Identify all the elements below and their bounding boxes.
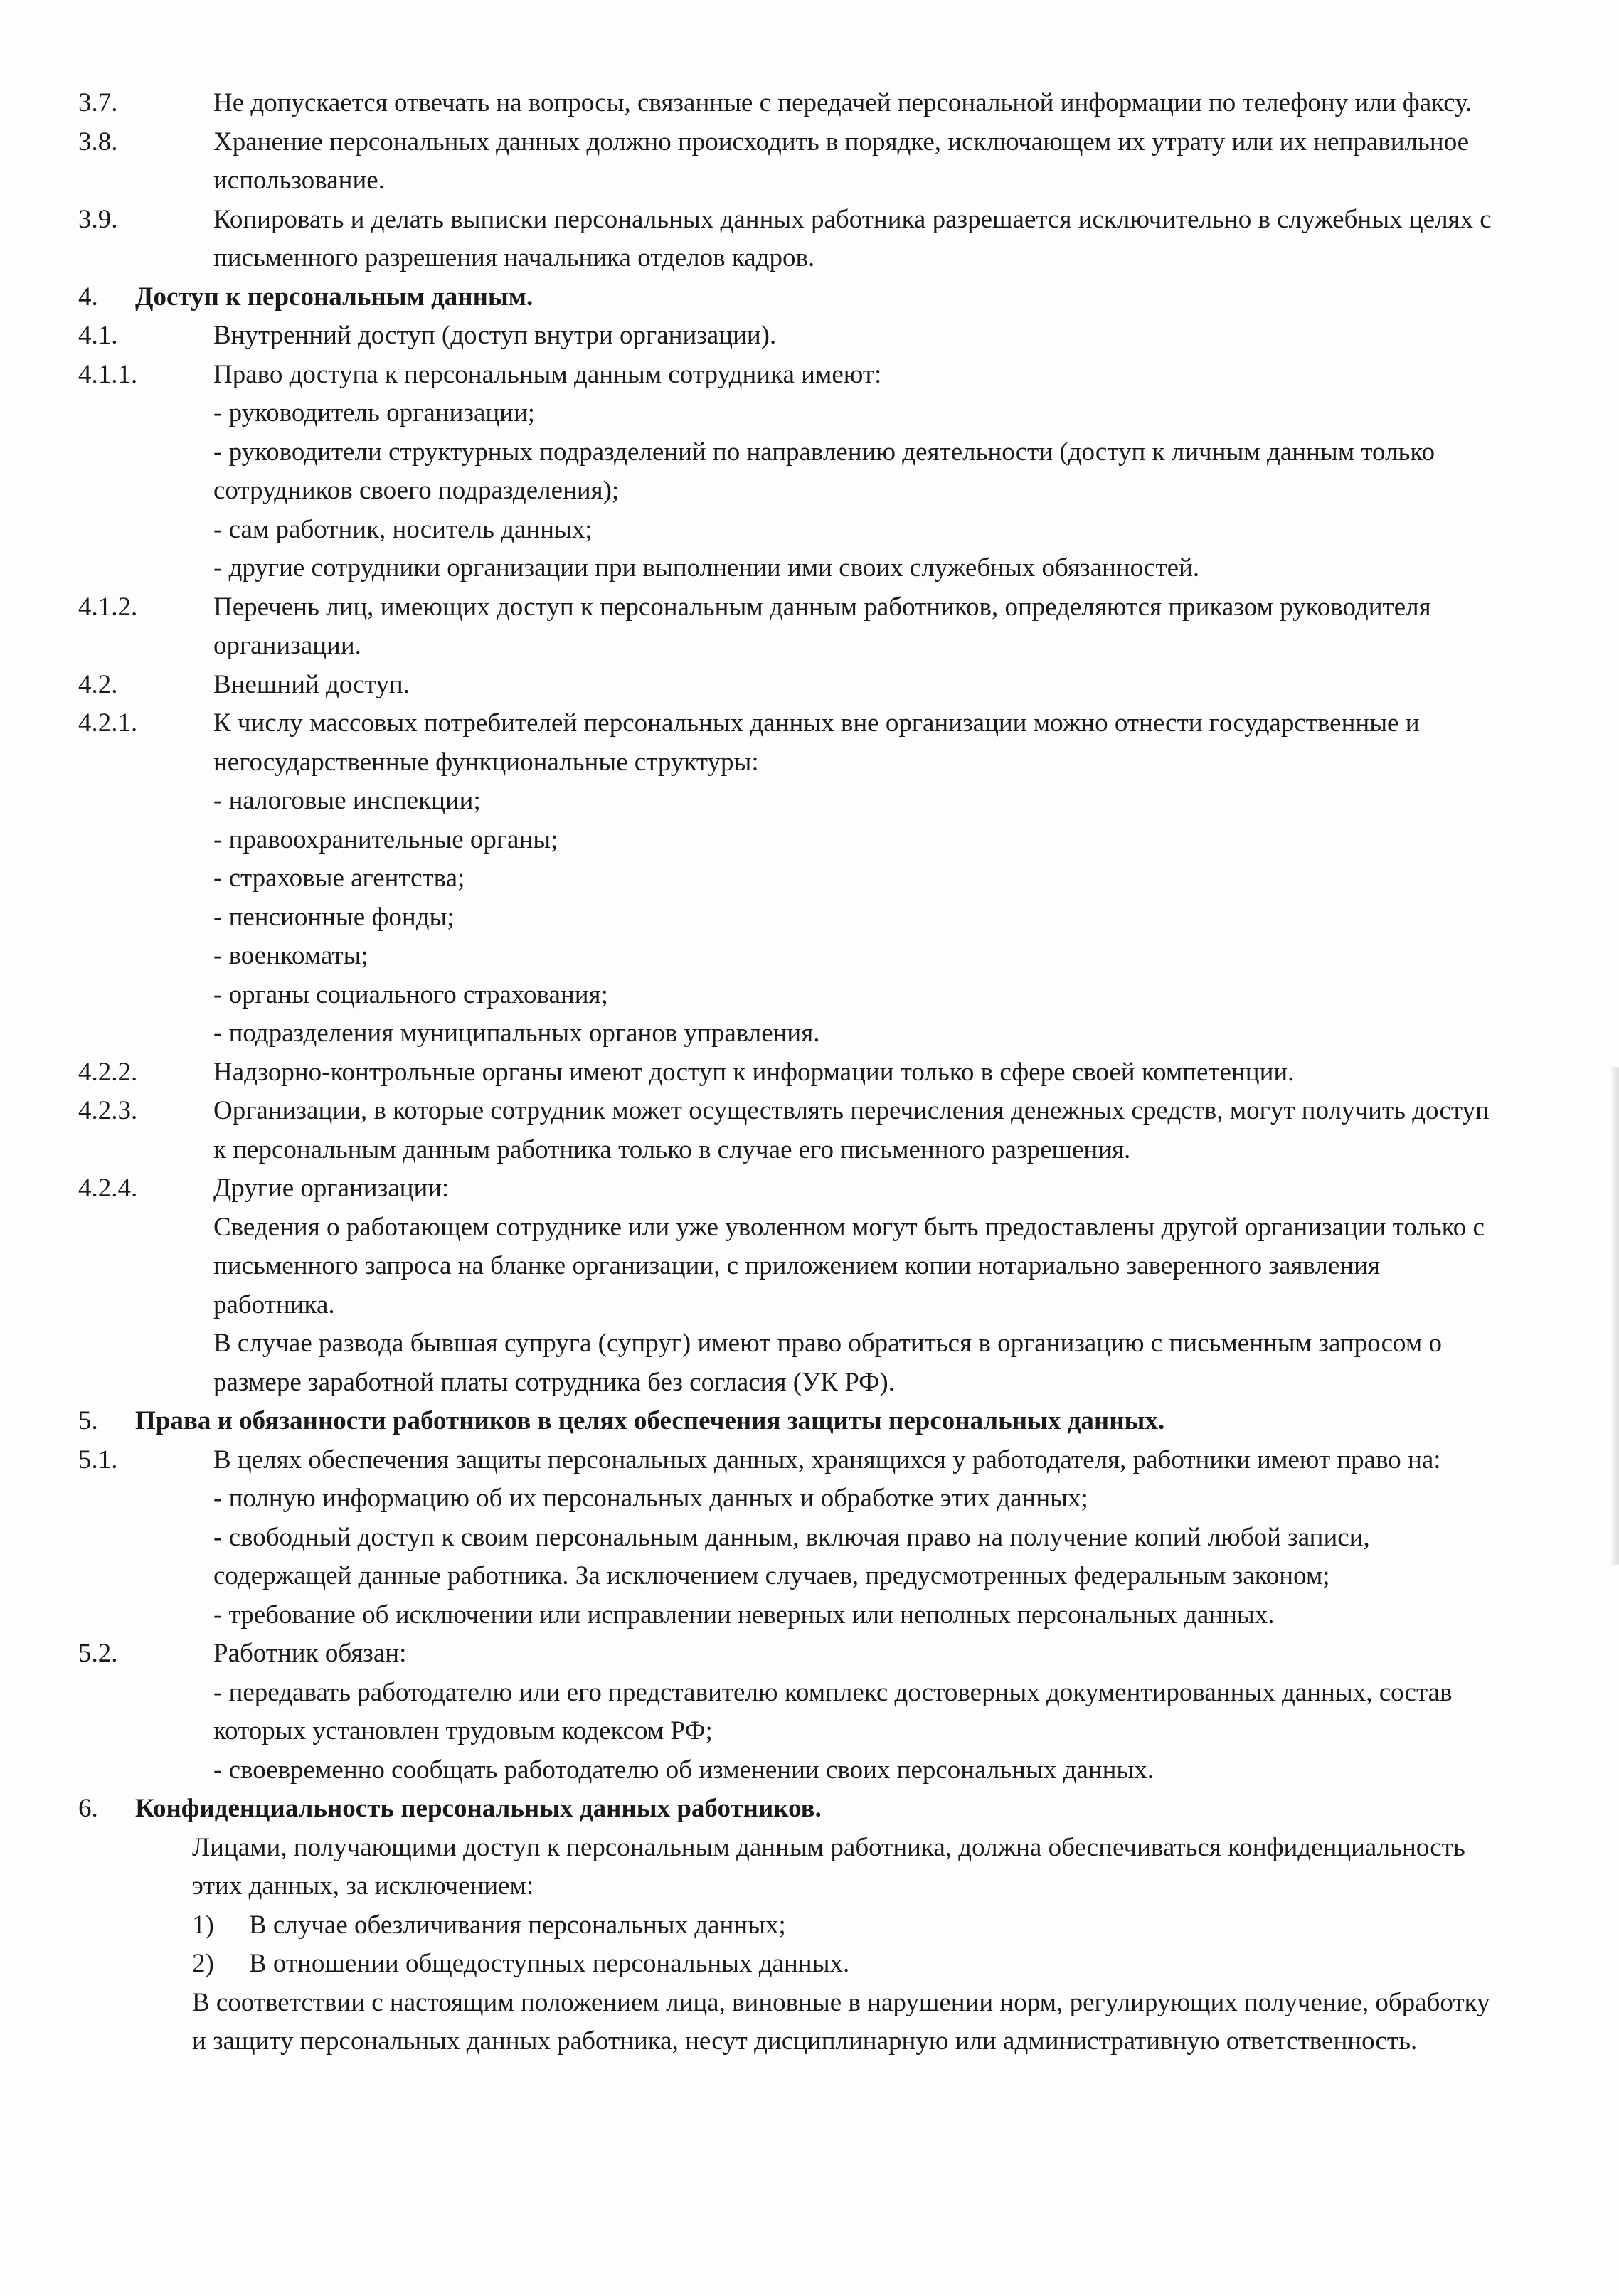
section-title: Права и обязанности работников в целях обеспечения защиты персональных данных. <box>135 1406 1165 1435</box>
paragraph-text: Не допускается отвечать на вопросы, связанные с передачей персональной информации по телефону или факсу. <box>213 88 1472 117</box>
list-item: - налоговые инспекции; <box>213 786 481 815</box>
section-heading <box>78 1402 1501 1441</box>
paragraph-text: Надзорно-контрольные органы имеют доступ к информации только в сфере своей компетенции. <box>213 1057 1295 1087</box>
paragraph-number: 3.9. <box>78 204 118 234</box>
numbered-paragraph <box>78 704 1501 782</box>
list-item: - требование об исключении или исправлении неверных или неполных персональных данных. <box>213 1600 1275 1630</box>
list-item: - правоохранительные органы; <box>213 824 558 854</box>
section-title: Конфиденциальность персональных данных работников. <box>135 1794 822 1823</box>
numbered-paragraph <box>78 588 1501 666</box>
paragraph-text: Лицами, получающими доступ к персональным данным работника, должна обеспечиваться конфиденциальность этих данных, за исключением: <box>192 1832 1465 1901</box>
paragraph-number: 4.2.4. <box>78 1174 138 1203</box>
numbered-paragraph <box>78 1053 1501 1093</box>
paragraph-number: 5.2. <box>78 1639 118 1668</box>
paragraph-text: К числу массовых потребителей персональных данных вне организации можно отнести государственные и негосударственные функциональные структуры: <box>213 708 1420 777</box>
scan-edge-shadow <box>1609 1067 1619 1565</box>
numbered-paragraph <box>78 666 1501 705</box>
section-number: 5. <box>78 1406 98 1435</box>
numbered-paragraph <box>78 84 1501 123</box>
paragraph-number: 4.2.1. <box>78 708 138 738</box>
ordered-list-item <box>78 1906 1501 1945</box>
paragraph-text: Внешний доступ. <box>213 669 410 699</box>
paragraph-number: 4.1.2. <box>78 592 138 622</box>
paragraph-text: В случае развода бывшая супруга (супруг) имеют право обратиться в организацию с письменным запросом о размере заработной платы сотрудника без согласия (УК РФ). <box>213 1329 1442 1397</box>
numbered-paragraph <box>78 123 1501 201</box>
list-item: - подразделения муниципальных органов управления. <box>213 1019 820 1048</box>
list-item: - военкоматы; <box>213 941 368 970</box>
paragraph-number: 4.2.2. <box>78 1057 138 1087</box>
paragraph-text: Перечень лиц, имеющих доступ к персональным данным работников, определяются приказом руководителя организации. <box>213 592 1431 660</box>
paragraph-number: 4.2.3. <box>78 1096 138 1125</box>
list-item: - свободный доступ к своим персональным данным, включая право на получение копий любой записи, содержащей данные работника. За исключением случаев, предусмотренных федеральным законом; <box>213 1522 1370 1590</box>
list-item: - пенсионные фонды; <box>213 902 455 932</box>
numbered-paragraph <box>78 1169 1501 1208</box>
paragraph-text: В целях обеспечения защиты персональных данных, хранящихся у работодателя, работники имеют право на: <box>213 1445 1441 1474</box>
paragraph-number: 4.1.1. <box>78 359 138 389</box>
list-item: - руководитель организации; <box>213 398 536 427</box>
numbered-paragraph <box>78 1441 1501 1480</box>
paragraph-text: Организации, в которые сотрудник может осуществлять перечисления денежных средств, могут получить доступ к персональным данным работника только в случае его письменного разрешения. <box>213 1096 1490 1164</box>
paragraph-text: Внутренний доступ (доступ внутри организации). <box>213 321 777 350</box>
paragraph-number: 3.7. <box>78 88 118 117</box>
paragraph-number: 4.2. <box>78 669 118 699</box>
numbered-paragraph <box>78 201 1501 278</box>
paragraph-text: Хранение персональных данных должно происходить в порядке, исключающем их утрату или их неправильное использование. <box>213 127 1470 195</box>
paragraph-number: 4.1. <box>78 321 118 350</box>
list-item: - органы социального страхования; <box>213 979 608 1009</box>
list-item-text: В случае обезличивания персональных данных; <box>249 1910 786 1940</box>
list-item: - другие сотрудники организации при выполнении ими своих служебных обязанностей. <box>213 553 1200 583</box>
paragraph-text: Сведения о работающем сотруднике или уже уволенном могут быть предоставлены другой организации только с письменного запроса на бланке организации, с приложением копии нотариально заверенного заявления работника. <box>213 1212 1485 1319</box>
section-heading <box>78 278 1501 317</box>
paragraph-text: В соответствии с настоящим положением лица, виновные в нарушении норм, регулирующих получение, обработку и защиту персональных данных работника, несут дисциплинарную или административную ответственность. <box>192 1987 1490 2056</box>
paragraph-text: Право доступа к персональным данным сотрудника имеют: <box>213 359 882 389</box>
document-body <box>78 84 1501 2061</box>
list-item: - сам работник, носитель данных; <box>213 514 593 544</box>
section-number: 6. <box>78 1794 98 1823</box>
list-number: 1) <box>192 1910 214 1940</box>
list-item: - руководители структурных подразделений по направлению деятельности (доступ к личным данным только сотрудников своего подразделения); <box>213 437 1435 505</box>
ordered-list-item <box>78 1945 1501 1984</box>
list-item: - передавать работодателю или его представителю комплекс достоверных документированных данных, состав которых установлен трудовым кодексом РФ; <box>213 1677 1453 1745</box>
list-item-text: В отношении общедоступных персональных данных. <box>249 1949 850 1978</box>
paragraph-text: Другие организации: <box>213 1174 450 1203</box>
list-item: - страховые агентства; <box>213 863 465 893</box>
paragraph-text: Работник обязан: <box>213 1639 407 1668</box>
numbered-paragraph <box>78 356 1501 395</box>
numbered-paragraph <box>78 1092 1501 1169</box>
list-number: 2) <box>192 1949 214 1978</box>
list-item: - своевременно сообщать работодателю об изменении своих персональных данных. <box>213 1755 1154 1785</box>
paragraph-number: 3.8. <box>78 127 118 156</box>
paragraph-number: 5.1. <box>78 1445 118 1474</box>
section-heading <box>78 1790 1501 1829</box>
list-item: - полную информацию об их персональных данных и обработке этих данных; <box>213 1484 1088 1513</box>
paragraph-text: Копировать и делать выписки персональных данных работника разрешается исключительно в служебных целях с письменного разрешения начальника отделов кадров. <box>213 204 1492 272</box>
section-number: 4. <box>78 282 98 312</box>
section-title: Доступ к персональным данным. <box>135 282 534 312</box>
numbered-paragraph <box>78 1635 1501 1674</box>
numbered-paragraph <box>78 317 1501 356</box>
